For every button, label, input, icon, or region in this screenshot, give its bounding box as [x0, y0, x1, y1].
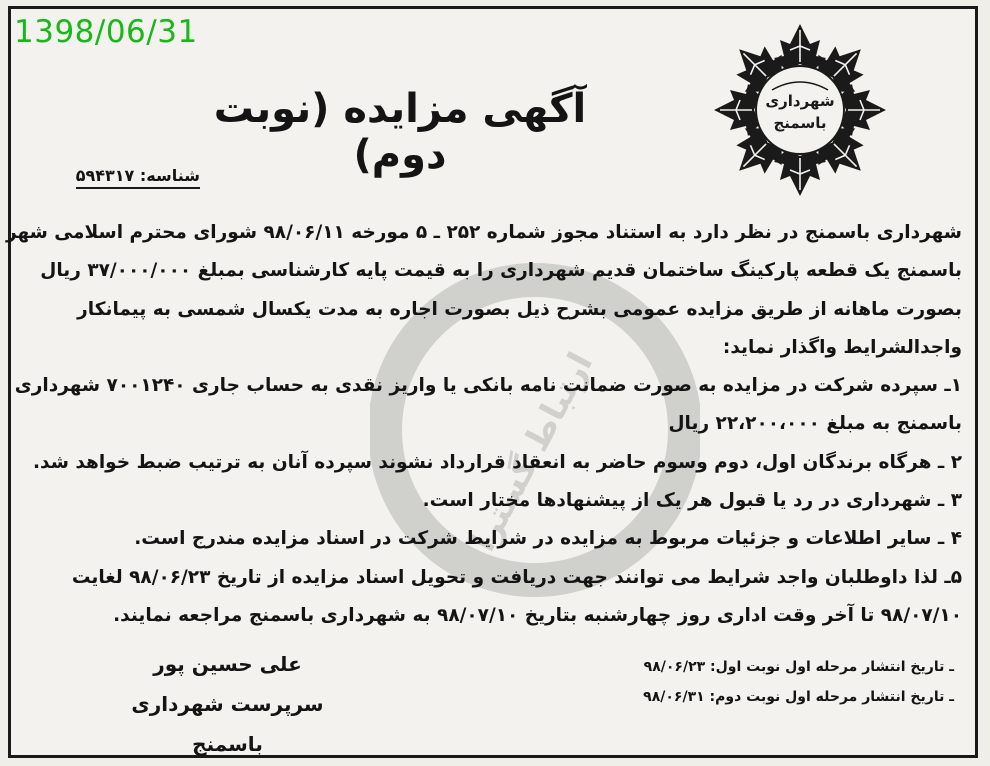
- body-line: باسمنج یک قطعه پارکینگ ساختمان قدیم شهرداری را به قیمت پایه کارشناسی بمبلغ ۳۷/۰۰۰/۰۰۰ ریال: [40, 260, 962, 282]
- signatory-role: سرپرست شهرداری باسمنج: [131, 692, 324, 756]
- stamp-date: 1398/06/31: [14, 14, 198, 50]
- publication-dates: [643, 652, 954, 712]
- publication-date-2: ـ تاریخ انتشار مرحله اول نوبت دوم: ۹۸/۰۶/۳۱: [643, 689, 954, 705]
- body-line: ۴ ـ سایر اطلاعات و جزئیات مربوط به مزایده در شرایط شرکت در اسناد مزایده مندرج است.: [134, 528, 962, 550]
- signatory-name: علی حسین پور: [153, 652, 302, 676]
- body-line: ۱ـ سپرده شرکت در مزایده به صورت ضمانت نامه بانکی یا واریز نقدی به حساب جاری ۷۰۰۱۲۴۰ شهرداری: [14, 375, 962, 397]
- publication-date-1: ـ تاریخ انتشار مرحله اول نوبت اول: ۹۸/۰۶/۲۳: [643, 659, 954, 675]
- maple-leaf-seal-icon: [712, 22, 888, 198]
- body-line: ۹۸/۰۷/۱۰ تا آخر وقت اداری روز چهارشنبه بتاریخ ۹۸/۰۷/۱۰ به شهرداری باسمنج مراجعه نمایند.: [113, 604, 962, 626]
- emblem-text-1: شهرداری: [765, 92, 835, 110]
- notice-body: [5, 214, 962, 635]
- signature-block: [100, 644, 355, 764]
- body-line: باسمنج به مبلغ ۲۲،۲۰۰،۰۰۰ ریال: [668, 413, 962, 435]
- body-line: ۳ ـ شهرداری در رد یا قبول هر یک از پیشنهادها مختار است.: [422, 490, 962, 512]
- body-line: واجدالشرایط واگذار نماید:: [722, 336, 962, 358]
- emblem-text-2: باسمنج: [773, 114, 827, 132]
- watermark-text: ارتباط گستران: [449, 346, 602, 584]
- body-line: ۲ ـ هرگاه برندگان اول، دوم وسوم حاضر به انعقاد قرارداد نشوند سپرده آنان به ترتیب ضبط خواهد شد.: [32, 451, 962, 473]
- body-line: بصورت ماهانه از طریق مزایده عمومی بشرح ذیل بصورت اجاره به مدت یکسال شمسی به پیمانکار: [77, 298, 962, 320]
- body-line: شهرداری باسمنج در نظر دارد به استناد مجوز شماره ۲۵۲ ـ ۵ مورخه ۹۸/۰۶/۱۱ شورای محترم اسلامی شهر: [5, 222, 962, 243]
- body-line: ۵ـ لذا داوطلبان واجد شرایط می توانند جهت دریافت و تحویل اسناد مزایده از تاریخ ۹۸/۰۶/۲۳ لغایت: [71, 566, 962, 588]
- notice-title: آگهی مزایده (نوبت دوم): [213, 86, 587, 178]
- reference-id: شناسه: ۵۹۴۳۱۷: [76, 166, 200, 189]
